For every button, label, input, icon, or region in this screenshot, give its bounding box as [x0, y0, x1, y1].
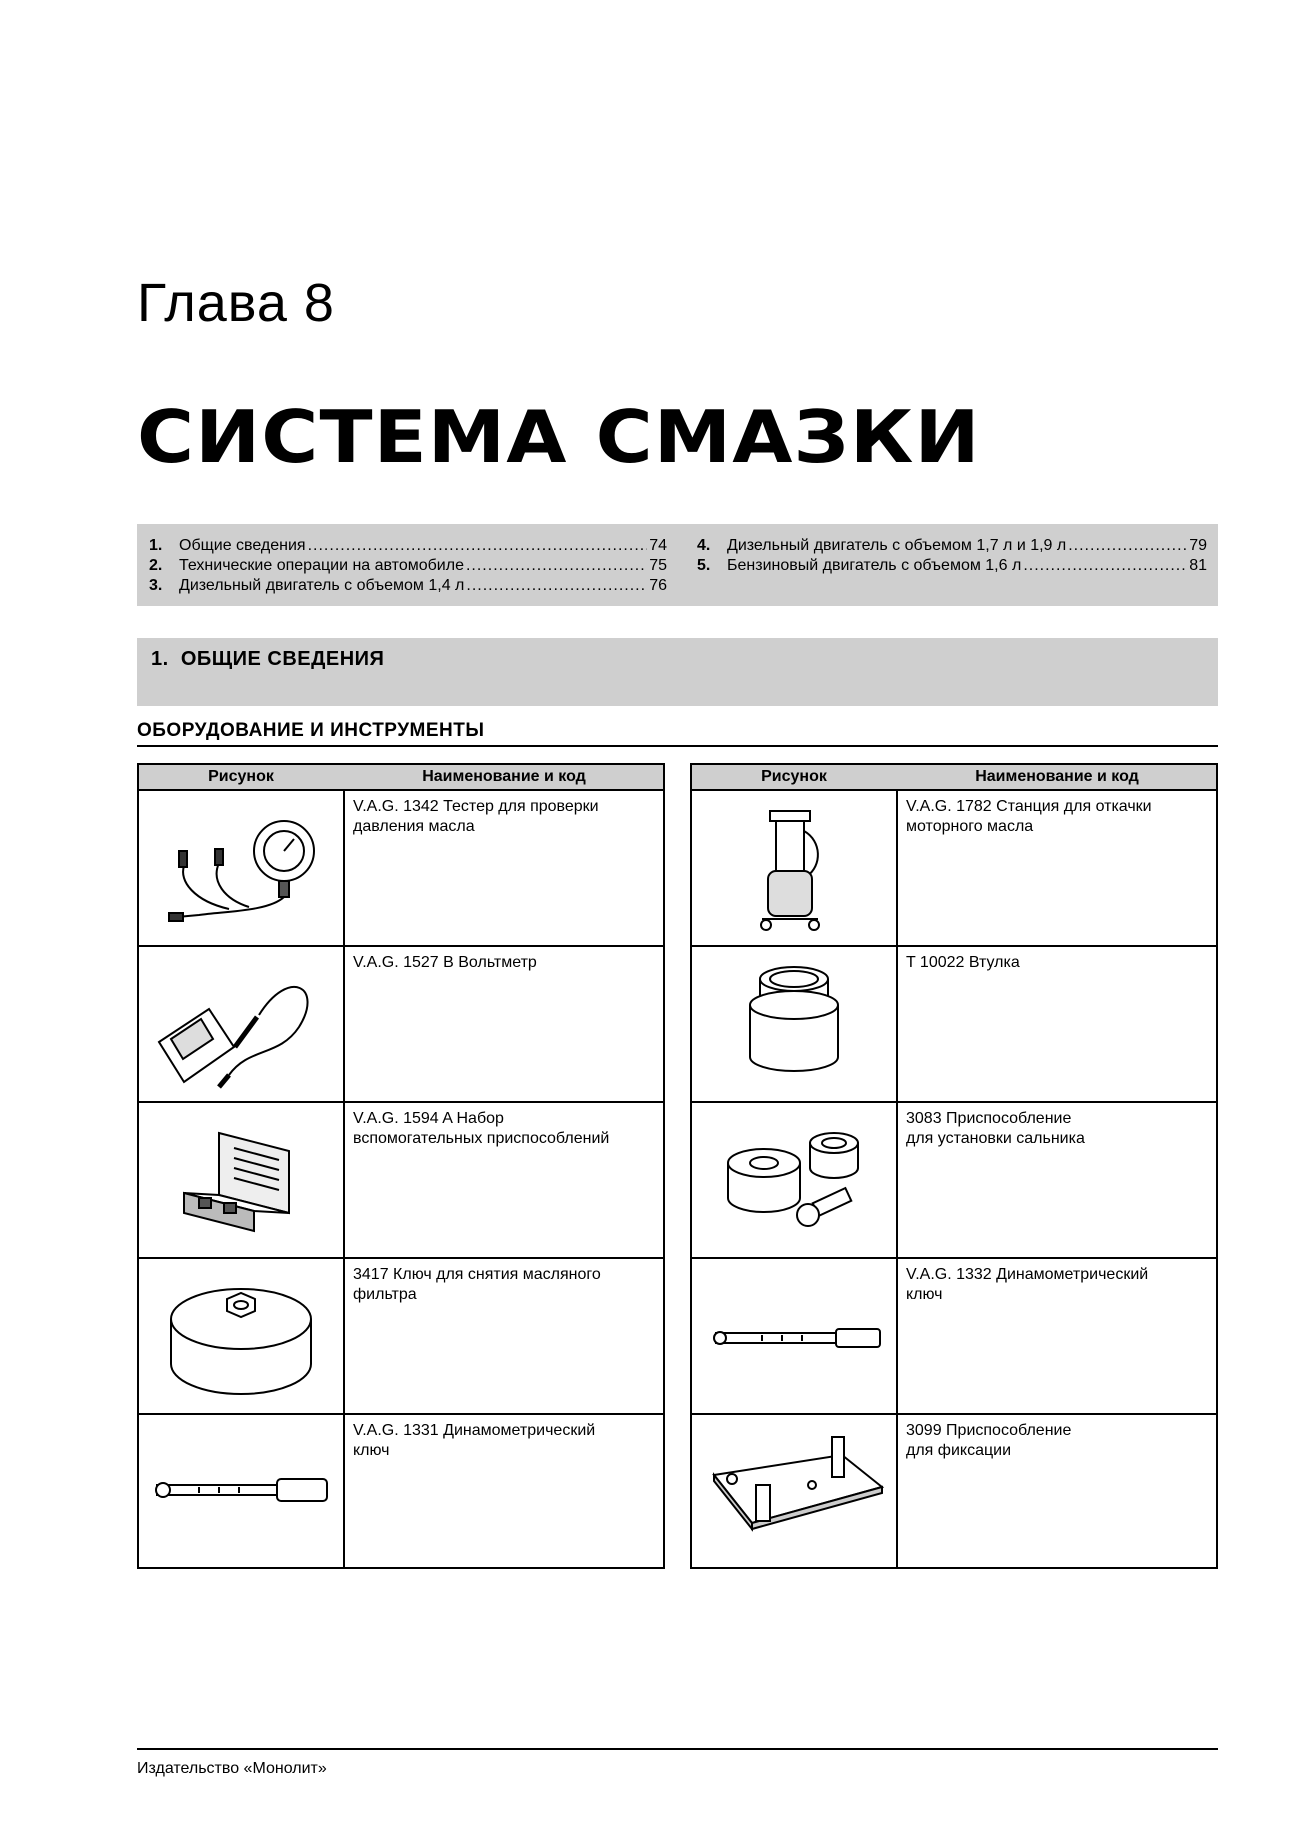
table-row — [139, 791, 663, 947]
toc-item-text: Дизельный двигатель с объемом 1,7 л и 1,9 л — [727, 537, 1067, 554]
table-header — [692, 765, 1216, 791]
torque-wrench-icon — [692, 1259, 896, 1413]
tool-name: V.A.G. 1782 Станция для откачки моторного масла — [906, 798, 1152, 835]
toc-item-number: 1. — [149, 537, 163, 554]
toc-item-number: 5. — [697, 557, 711, 574]
table-row — [692, 1259, 1216, 1415]
table-header — [139, 765, 663, 791]
toc-item-page: 76 — [649, 577, 667, 594]
voltmeter-icon — [139, 947, 343, 1101]
section-title — [151, 648, 384, 671]
tool-name: V.A.G. 1331 Динамометрический ключ — [353, 1422, 596, 1459]
toc-item[interactable] — [697, 536, 1207, 556]
toc-leader-dots — [1068, 536, 1187, 556]
oil-pressure-tester-icon — [139, 791, 343, 945]
toc-item[interactable] — [149, 576, 667, 596]
tool-name: T 10022 Втулка — [906, 954, 1020, 971]
table-row — [692, 1415, 1216, 1571]
tool-name: V.A.G. 1342 Тестер для проверки давления масла — [353, 798, 599, 835]
oil-filter-wrench-icon — [139, 1259, 343, 1413]
toc-item-page: 81 — [1189, 557, 1207, 574]
table-row — [139, 1259, 663, 1415]
tool-name: 3099 Приспособление для фиксации — [906, 1422, 1072, 1459]
column-header-name: Наименование и код — [975, 768, 1139, 785]
table-row — [139, 1415, 663, 1571]
tool-name: V.A.G. 1332 Динамометрический ключ — [906, 1266, 1149, 1303]
subheading-rule — [137, 745, 1218, 747]
section-title-text: ОБЩИЕ СВЕДЕНИЯ — [180, 648, 385, 670]
seal-installer-icon — [692, 1103, 896, 1257]
toc-leader-dots — [1023, 556, 1187, 576]
tool-name: V.A.G. 1527 B Вольтметр — [353, 954, 537, 971]
toc-item[interactable] — [697, 556, 1207, 576]
section-header — [137, 638, 1218, 706]
chapter-label: Глава 8 — [137, 273, 335, 333]
toc-item-text: Общие сведения — [179, 537, 306, 554]
toc-item-number: 3. — [149, 577, 163, 594]
toc-leader-dots — [466, 556, 647, 576]
toc-leader-dots — [308, 536, 648, 556]
tools-table-left — [137, 763, 665, 1569]
toc-item[interactable] — [149, 536, 667, 556]
toc-item-text: Бензиновый двигатель с объемом 1,6 л — [727, 557, 1022, 574]
fixing-device-icon — [692, 1415, 896, 1569]
oil-extraction-station-icon — [692, 791, 896, 945]
table-row — [692, 791, 1216, 947]
toc-column-left — [149, 536, 667, 596]
publisher-footer: Издательство «Монолит» — [137, 1760, 327, 1777]
toc-item-number: 2. — [149, 557, 163, 574]
table-row — [692, 1103, 1216, 1259]
column-header-picture: Рисунок — [761, 768, 827, 785]
column-header-name: Наименование и код — [422, 768, 586, 785]
toc-item-text: Технические операции на автомобиле — [179, 557, 464, 574]
section-number: 1. — [151, 648, 169, 670]
toc-item[interactable] — [149, 556, 667, 576]
table-of-contents — [137, 524, 1218, 606]
toc-leader-dots — [466, 576, 647, 596]
table-row — [139, 947, 663, 1103]
toc-item-text: Дизельный двигатель с объемом 1,4 л — [179, 577, 465, 594]
footer-rule — [137, 1748, 1218, 1750]
subheading: ОБОРУДОВАНИЕ И ИНСТРУМЕНТЫ — [137, 720, 485, 741]
tool-name: 3083 Приспособление для установки сальника — [906, 1110, 1085, 1147]
column-header-picture: Рисунок — [208, 768, 274, 785]
toc-item-page: 75 — [649, 557, 667, 574]
chapter-title: СИСТЕМА СМАЗКИ — [137, 395, 981, 479]
tool-name: V.A.G. 1594 A Набор вспомогательных приспособлений — [353, 1110, 610, 1147]
table-row — [139, 1103, 663, 1259]
tool-name: 3417 Ключ для снятия масляного фильтра — [353, 1266, 601, 1303]
toc-item-page: 74 — [649, 537, 667, 554]
tools-table-right — [690, 763, 1218, 1569]
torque-wrench-icon — [139, 1415, 343, 1569]
toc-item-number: 4. — [697, 537, 711, 554]
bushing-icon — [692, 947, 896, 1101]
toc-item-page: 79 — [1189, 537, 1207, 554]
table-row — [692, 947, 1216, 1103]
tool-kit-case-icon — [139, 1103, 343, 1257]
toc-column-right — [697, 536, 1207, 576]
